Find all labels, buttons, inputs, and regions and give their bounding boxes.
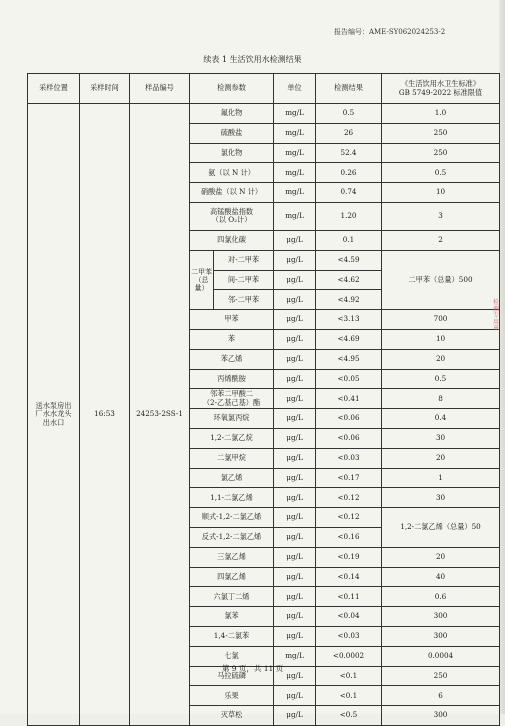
unit-cell: μg/L [274,706,316,726]
param-cell: 乐果 [190,686,274,706]
result-cell: <0.17 [316,468,382,488]
param-cell: 二氯甲烷 [190,448,274,468]
unit-cell: μg/L [274,508,316,528]
param-cell: 氟化物 [190,104,274,124]
unit-cell: mg/L [274,163,316,183]
result-cell: <0.04 [316,607,382,627]
group-cell: 二甲苯（总量） [190,250,214,309]
unit-cell: μg/L [274,250,316,270]
seal-stamp: 检测专用章 [493,299,500,333]
unit-cell: μg/L [274,468,316,488]
result-cell: <4.59 [316,250,382,270]
param-cell: 硫酸盐 [190,123,274,143]
param-cell: 环氧氯丙烷 [190,409,274,429]
result-cell: <4.62 [316,270,382,290]
limit-cell: 1.0 [382,104,500,124]
limit-cell: 300 [382,626,500,646]
unit-cell: μg/L [274,527,316,547]
header-sample-no: 样品编号 [130,74,190,104]
limit-cell: 1,2-二氯乙烯（总量）50 [382,508,500,548]
unit-cell: μg/L [274,666,316,686]
limit-cell: 0.6 [382,587,500,607]
header-result: 检测结果 [316,74,382,104]
param-cell: 氯乙烯 [190,468,274,488]
result-cell: <3.13 [316,310,382,330]
param-cell: 四氯化碳 [190,230,274,250]
table-row [28,104,500,124]
limit-cell: 20 [382,349,500,369]
limit-cell: 250 [382,666,500,686]
limit-cell: 2 [382,230,500,250]
header-unit: 单位 [274,74,316,104]
param-cell: 苯乙烯 [190,349,274,369]
param-cell: 氯化物 [190,143,274,163]
limit-cell: 30 [382,428,500,448]
param-cell: 灭草松 [190,706,274,726]
result-cell: 1.20 [316,202,382,230]
unit-cell: μg/L [274,329,316,349]
param-line2: （2-乙基己基）酯 [202,397,261,407]
result-cell: <0.16 [316,527,382,547]
param-line1: 邻苯二甲酸二 [209,389,254,399]
limit-cell: 30 [382,488,500,508]
unit-cell: μg/L [274,369,316,389]
param-cell: 1,2-二氯乙烷 [190,428,274,448]
limit-cell: 二甲苯（总量）500 [382,250,500,309]
unit-cell: mg/L [274,143,316,163]
result-cell: 0.5 [316,104,382,124]
param-cell: 邻-二甲苯 [214,290,274,310]
unit-cell: μg/L [274,428,316,448]
limit-cell: 0.4 [382,409,500,429]
unit-cell: μg/L [274,389,316,409]
header-row [28,74,500,104]
unit-cell: μg/L [274,230,316,250]
header-param: 检测参数 [190,74,274,104]
result-cell: 52.4 [316,143,382,163]
unit-cell: μg/L [274,547,316,567]
limit-cell: 3 [382,202,500,230]
limit-cell: 0.5 [382,369,500,389]
result-cell: <0.06 [316,428,382,448]
result-cell: <4.69 [316,329,382,349]
unit-cell: μg/L [274,310,316,330]
result-cell: <0.05 [316,369,382,389]
result-cell: <0.03 [316,626,382,646]
unit-cell: μg/L [274,349,316,369]
param-cell: 甲苯 [190,310,274,330]
limit-cell: 700 [382,310,500,330]
result-cell: <0.12 [316,508,382,528]
param-cell: 三氯乙烯 [190,547,274,567]
result-cell: <0.06 [316,409,382,429]
limit-cell: 6 [382,686,500,706]
unit-cell: μg/L [274,290,316,310]
result-cell: <0.14 [316,567,382,587]
result-cell: 26 [316,123,382,143]
param-cell: 马拉硫磷 [190,666,274,686]
unit-cell: mg/L [274,202,316,230]
unit-cell: μg/L [274,607,316,627]
param-cell: 六氯丁二烯 [190,587,274,607]
param-cell: 苯 [190,329,274,349]
limit-cell: 20 [382,448,500,468]
limit-cell: 1 [382,468,500,488]
header-time: 采样时间 [80,74,130,104]
result-cell: 0.1 [316,230,382,250]
header-limit [382,74,500,104]
header-limit-line1: 《生活饮用水卫生标准》 [400,79,481,89]
param-cell: 丙烯酰胺 [190,369,274,389]
unit-cell: μg/L [274,488,316,508]
unit-cell: μg/L [274,686,316,706]
unit-cell: μg/L [274,626,316,646]
sample-location: 送水泵房出厂水水龙头出水口 [28,104,80,726]
limit-cell: 250 [382,123,500,143]
unit-cell: μg/L [274,567,316,587]
result-cell: <0.41 [316,389,382,409]
param-cell: 顺式-1,2-二氯乙烯 [190,508,274,528]
param-cell: 反式-1,2-二氯乙烯 [190,527,274,547]
header-location: 采样位置 [28,74,80,104]
result-cell: 0.74 [316,183,382,203]
param-cell: 对-二甲苯 [214,250,274,270]
param-line2: （以 O₂计） [211,215,252,225]
limit-cell: 8 [382,389,500,409]
result-cell: <4.95 [316,349,382,369]
limit-cell: 0.0004 [382,646,500,666]
unit-cell: μg/L [274,448,316,468]
unit-cell: mg/L [274,104,316,124]
param-cell: 1,1-二氯乙烯 [190,488,274,508]
header-limit-line2: GB 5749-2022 标准限值 [398,87,483,97]
results-table [27,73,500,726]
result-cell: <0.11 [316,587,382,607]
sample-number: 24253-2SS-1 [130,104,190,726]
limit-cell: 250 [382,143,500,163]
limit-cell: 0.5 [382,163,500,183]
limit-cell: 40 [382,567,500,587]
unit-cell: μg/L [274,409,316,429]
unit-cell: μg/L [274,270,316,290]
page-footer: 第 9 页，共 11 页 [221,664,284,673]
param-cell: 四氯乙烯 [190,567,274,587]
param-cell: 硝酸盐（以 N 计） [190,183,274,203]
result-cell: <0.19 [316,547,382,567]
result-cell: <0.12 [316,488,382,508]
limit-cell: 10 [382,329,500,349]
param-cell [190,389,274,409]
result-cell: <0.1 [316,666,382,686]
report-number: 报告编号：AME-SY062024253-2 [334,28,446,36]
unit-cell: mg/L [274,646,316,666]
param-cell: 氯苯 [190,607,274,627]
param-cell: 七氯 [190,646,274,666]
result-cell: <0.1 [316,686,382,706]
result-cell: <4.92 [316,290,382,310]
table-caption: 续表 1 生活饮用水检测结果 [203,55,302,64]
limit-cell: 10 [382,183,500,203]
unit-cell: mg/L [274,183,316,203]
param-cell: 间-二甲苯 [214,270,274,290]
param-cell [190,202,274,230]
param-cell: 1,4-二氯苯 [190,626,274,646]
limit-cell: 20 [382,547,500,567]
result-cell: <0.03 [316,448,382,468]
result-cell: 0.26 [316,163,382,183]
unit-cell: mg/L [274,123,316,143]
limit-cell: 300 [382,706,500,726]
param-cell: 氨（以 N 计） [190,163,274,183]
limit-cell: 300 [382,607,500,627]
result-cell: <0.0002 [316,646,382,666]
unit-cell: μg/L [274,587,316,607]
param-line1: 高锰酸盐指数 [209,207,254,217]
sample-time: 16:53 [80,104,130,726]
result-cell: <0.5 [316,706,382,726]
